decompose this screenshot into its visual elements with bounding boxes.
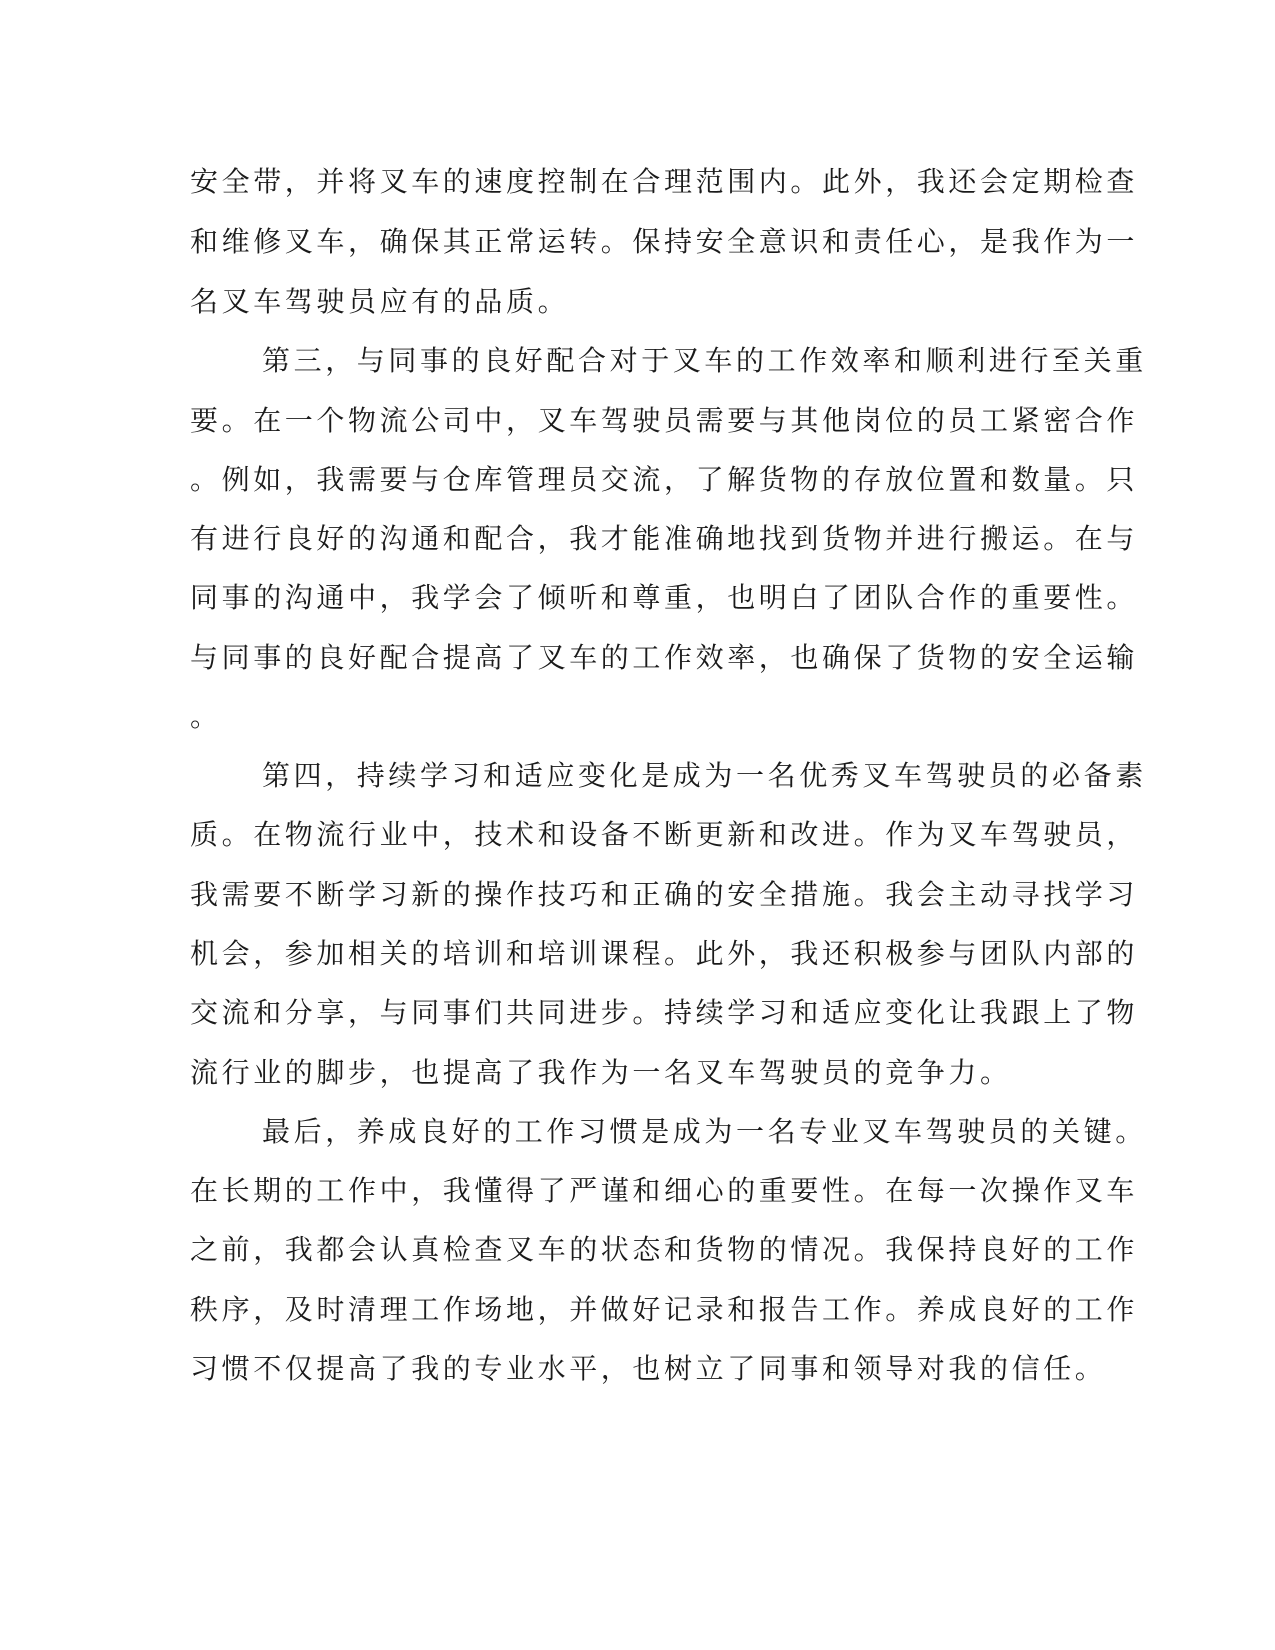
text-line: 。例如，我需要与仓库管理员交流，了解货物的存放位置和数量。只 (190, 463, 1139, 496)
text-line: 要。在一个物流公司中，叉车驾驶员需要与其他岗位的员工紧密合作 (190, 404, 1139, 437)
text-line: 与同事的良好配合提高了叉车的工作效率，也确保了货物的安全运输 (190, 641, 1139, 674)
text-line: 。 (190, 700, 222, 733)
text-line: 名叉车驾驶员应有的品质。 (190, 285, 570, 318)
text-line: 和维修叉车，确保其正常运转。保持安全意识和责任心，是我作为一 (190, 225, 1139, 258)
text-line: 有进行良好的沟通和配合，我才能准确地找到货物并进行搬运。在与 (190, 522, 1139, 555)
text-line: 在长期的工作中，我懂得了严谨和细心的重要性。在每一次操作叉车 (190, 1174, 1139, 1207)
text-line: 秩序，及时清理工作场地，并做好记录和报告工作。养成良好的工作 (190, 1293, 1139, 1326)
text-line: 我需要不断学习新的操作技巧和正确的安全措施。我会主动寻找学习 (190, 878, 1139, 911)
paragraph-start-line: 第三，与同事的良好配合对于叉车的工作效率和顺利进行至关重 (262, 344, 1147, 377)
paragraph-start-line: 第四，持续学习和适应变化是成为一名优秀叉车驾驶员的必备素 (262, 759, 1147, 792)
text-line: 流行业的脚步，也提高了我作为一名叉车驾驶员的竞争力。 (190, 1056, 1012, 1089)
text-line: 交流和分享，与同事们共同进步。持续学习和适应变化让我跟上了物 (190, 996, 1139, 1029)
paragraph-start-line: 最后，养成良好的工作习惯是成为一名专业叉车驾驶员的关键。 (262, 1115, 1147, 1148)
text-line: 习惯不仅提高了我的专业水平，也树立了同事和领导对我的信任。 (190, 1352, 1107, 1385)
text-line: 之前，我都会认真检查叉车的状态和货物的情况。我保持良好的工作 (190, 1233, 1139, 1266)
text-line: 机会，参加相关的培训和培训课程。此外，我还积极参与团队内部的 (190, 937, 1139, 970)
text-line: 同事的沟通中，我学会了倾听和尊重，也明白了团队合作的重要性。 (190, 581, 1139, 614)
text-line: 安全带，并将叉车的速度控制在合理范围内。此外，我还会定期检查 (190, 165, 1139, 198)
text-line: 质。在物流行业中，技术和设备不断更新和改进。作为叉车驾驶员， (190, 818, 1139, 851)
